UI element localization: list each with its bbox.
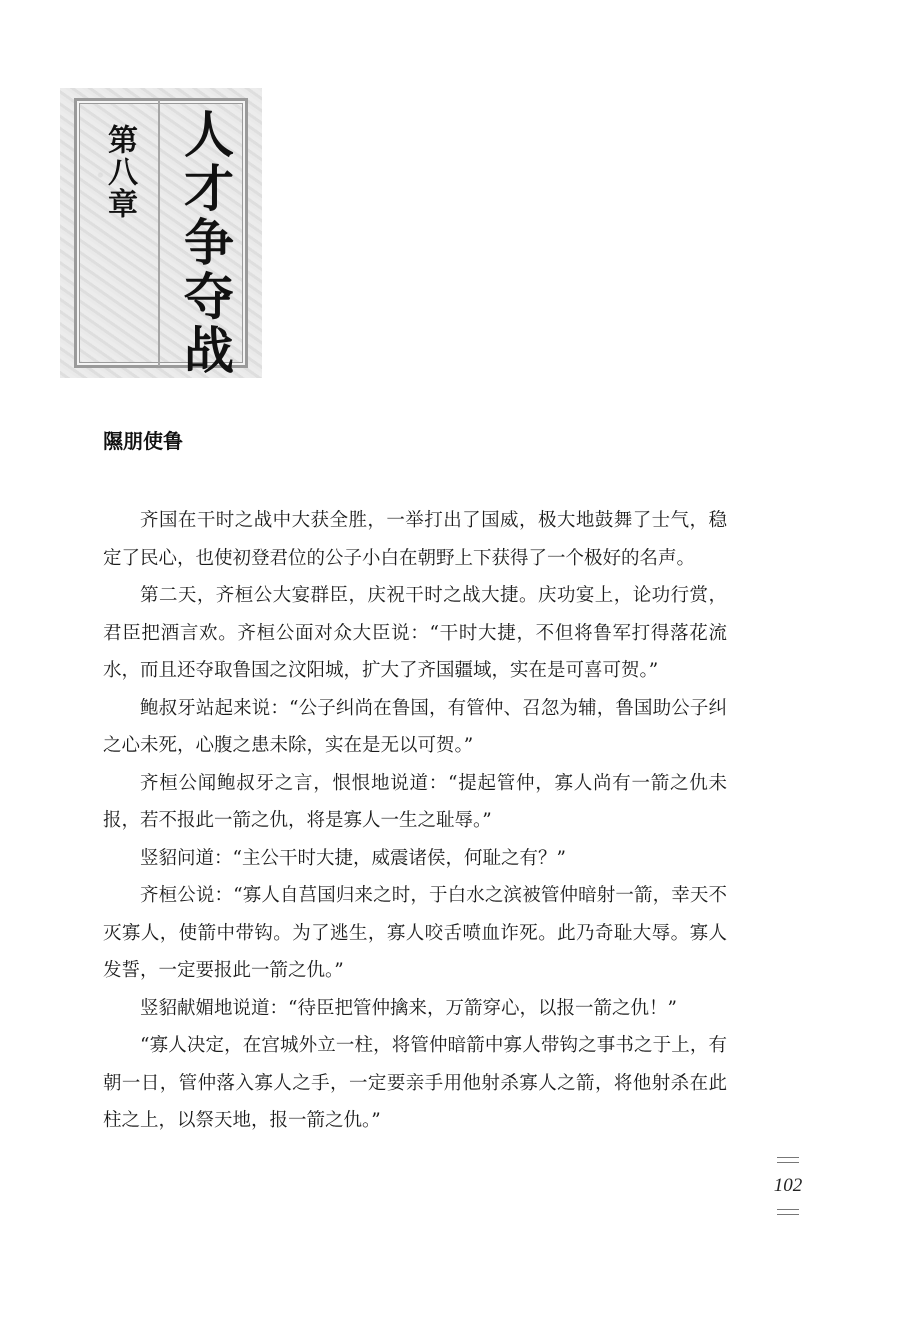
- page-rule-top: [777, 1157, 799, 1163]
- paragraph: 齐桓公说：“寡人自莒国归来之时，于白水之滨被管仲暗射一箭，幸天不灭寡人，使箭中带钩。为了逃生，寡人咬舌喷血诈死。此乃奇耻大辱。寡人发誓，一定要报此一箭之仇。”: [103, 885, 727, 981]
- chapter-number: 第八章: [102, 124, 137, 220]
- paragraph: 齐国在干时之战中大获全胜，一举打出了国威，极大地鼓舞了士气，稳定了民心，也使初登君位的公子小白在朝野上下获得了一个极好的名声。: [103, 510, 727, 569]
- page-rule-bottom: [777, 1209, 799, 1215]
- paragraph: 齐桓公闻鲍叔牙之言，恨恨地说道：“提起管仲，寡人尚有一箭之仇未报，若不报此一箭之仇，将是寡人一生之耻辱。”: [103, 772, 727, 831]
- chapter-title: 人才争夺战: [176, 108, 235, 378]
- section-heading: 隰朋使鲁: [103, 429, 183, 453]
- paragraph: 第二天，齐桓公大宴群臣，庆祝干时之战大捷。庆功宴上，论功行赏，君臣把酒言欢。齐桓公面对众大臣说：“干时大捷，不但将鲁军打得落花流水，而且还夺取鲁国之汶阳城，扩大了齐国疆域，实在是可喜可贺。”: [103, 585, 727, 681]
- paragraph: 竖貂问道：“主公干时大捷，威震诸侯，何耻之有？”: [140, 847, 566, 869]
- chapter-title-box: [60, 88, 262, 378]
- paragraph: 鲍叔牙站起来说：“公子纠尚在鲁国，有管仲、召忽为辅，鲁国助公子纠之心未死，心腹之患未除，实在是无以可贺。”: [103, 697, 727, 756]
- page-number: 102: [773, 1175, 803, 1196]
- body-text: [103, 502, 727, 1140]
- chapter-divider: [158, 100, 160, 366]
- paragraph: 竖貂献媚地说道：“待臣把管仲擒来，万箭穿心，以报一箭之仇！”: [140, 997, 677, 1019]
- page-number-block: [768, 1157, 808, 1215]
- paragraph: “寡人决定，在宫城外立一柱，将管仲暗箭中寡人带钩之事书之于上，有朝一日，管仲落入寡人之手，一定要亲手用他射杀寡人之箭，将他射杀在此柱之上，以祭天地，报一箭之仇。”: [103, 1035, 727, 1131]
